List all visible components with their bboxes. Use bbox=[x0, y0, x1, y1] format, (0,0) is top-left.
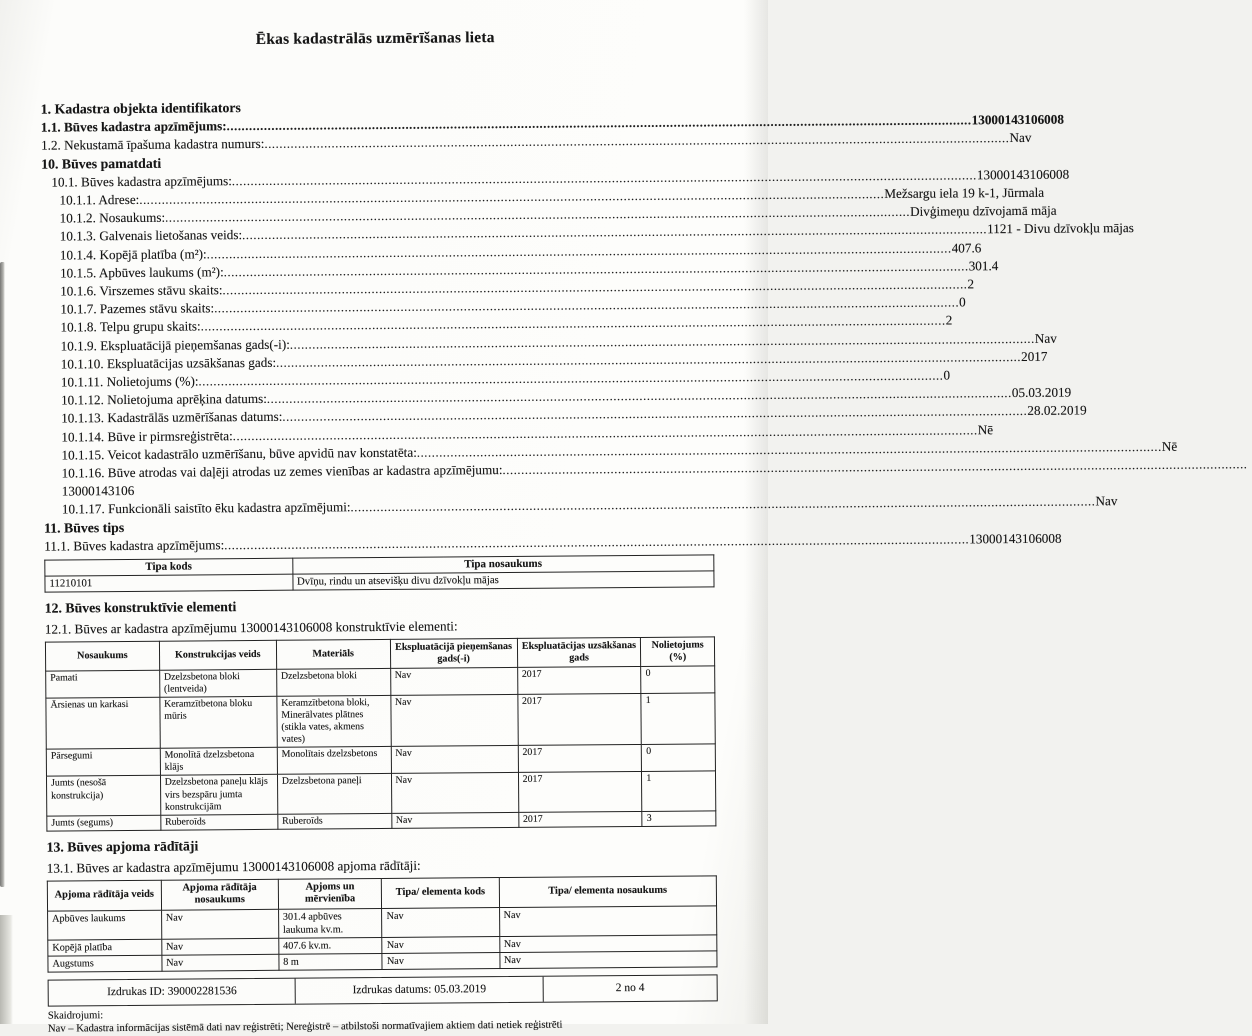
table-cell: 2017 bbox=[517, 693, 641, 745]
table-cell: Nav bbox=[499, 935, 717, 953]
column-header: Apjoma rādītāja veids bbox=[47, 880, 161, 911]
table-cell: Nav bbox=[391, 746, 518, 774]
field-label: 10.1.3. Galvenais lietošanas veids: bbox=[59, 227, 243, 244]
explanations-heading: Skaidrojumi: bbox=[47, 1010, 104, 1022]
column-header: Tipa/ elementa kods bbox=[382, 877, 499, 908]
column-header: Konstrukcijas veids bbox=[159, 640, 276, 670]
table-cell: 0 bbox=[641, 666, 715, 694]
field-label: 1. Kadastra objekta identifikators bbox=[40, 100, 241, 117]
field-value: Divģimeņu dzīvojamā māja bbox=[910, 202, 1057, 220]
field-label: 10.1.6. Virszemes stāvu skaits: bbox=[60, 282, 223, 299]
table-cell: 2017 bbox=[517, 666, 641, 694]
field-label: 11.1. Būves kadastra apzīmējums: bbox=[44, 537, 225, 554]
column-header: Tipa/ elementa nosaukums bbox=[499, 876, 717, 908]
table-cell: Ārsienas un karkasi bbox=[46, 697, 160, 749]
column-header: Ekspluatācijas uzsākšanas gads bbox=[517, 638, 641, 668]
table-cell: Dzelzsbetona paneļi bbox=[277, 774, 391, 814]
section-13-subheading: 13.1. Būves ar kadastra apzīmējumu 13000143106008 apjoma rādītāji: bbox=[46, 857, 421, 876]
field-value: 0 bbox=[959, 294, 966, 310]
field-label: 10.1.7. Pazemes stāvu skaits: bbox=[60, 300, 215, 317]
field-label: 10. Būves pamatdati bbox=[41, 155, 162, 172]
table-cell: Nav bbox=[382, 937, 499, 954]
table-cell: Nav bbox=[161, 938, 278, 955]
column-header: Materiāls bbox=[276, 639, 390, 668]
print-info-bar bbox=[48, 974, 718, 1006]
table-row bbox=[46, 771, 715, 816]
print-date: Izdrukas datums: 05.03.2019 bbox=[296, 977, 544, 1004]
table-cell: Ruberoīds bbox=[161, 814, 278, 830]
table-cell: Monolītais dzelzsbetons bbox=[277, 747, 391, 775]
field-value: 301.4 bbox=[968, 257, 999, 274]
field-label: 10.1.13. Kadastrālās uzmērīšanas datums: bbox=[61, 409, 283, 426]
column-header: Nolietojums (%) bbox=[641, 637, 715, 666]
field-label: 10.1.1. Adrese: bbox=[59, 191, 140, 208]
table-cell: Kopējā platība bbox=[48, 939, 162, 956]
field-label: 10.1.10. Ekspluatācijas uzsākšanas gads: bbox=[60, 354, 277, 372]
table-cell: Nav bbox=[162, 954, 279, 971]
table-cell: 11210101 bbox=[45, 574, 293, 592]
field-label: 10.1.2. Nosaukums: bbox=[59, 209, 166, 226]
table-cell: Nav bbox=[499, 906, 717, 937]
table-cell: 1 bbox=[641, 693, 715, 745]
table-cell: 2017 bbox=[518, 811, 642, 827]
building-type-table bbox=[44, 554, 714, 592]
table-cell: 0 bbox=[642, 744, 716, 772]
field-label: 10.1.9. Ekspluatācijā pieņemšanas gads(-i): bbox=[60, 336, 290, 354]
table-cell: Nav bbox=[382, 953, 499, 970]
field-label: 10.1.4. Kopējā platība (m²): bbox=[59, 245, 207, 263]
table-cell: Dvīņu, rindu un atsevišķu divu dzīvokļu mājas bbox=[292, 571, 714, 590]
column-header: Tipa kods bbox=[45, 558, 293, 576]
table-cell: Keramzītbetona bloki, Minerālvates plātnes (stikla vates, akmens vates) bbox=[277, 695, 391, 747]
table-cell: Jumts (nesošā konstrukcija) bbox=[46, 776, 160, 816]
table-cell: 407.6 kv.m. bbox=[279, 937, 383, 954]
table-cell: Pamati bbox=[46, 670, 160, 698]
table-cell: Nav bbox=[499, 951, 717, 969]
table-cell: 1 bbox=[642, 771, 716, 811]
field-value: 28.02.2019 bbox=[1027, 402, 1087, 419]
field-value: Nē bbox=[1161, 438, 1178, 454]
table-cell: Jumts (segums) bbox=[47, 815, 161, 831]
field-value: 2 bbox=[967, 276, 975, 292]
field-value: Nav bbox=[1095, 493, 1118, 509]
table-cell: Nav bbox=[382, 908, 499, 938]
section-12-subheading: 12.1. Būves ar kadastra apzīmējumu 13000143106008 konstruktīvie elementi: bbox=[44, 618, 458, 637]
table-cell: Pārsegumi bbox=[46, 748, 160, 776]
field-label: 10.1.15. Veicot kadastrālo uzmērīšanu, būve apvidū nav konstatēta: bbox=[61, 444, 417, 463]
field-value: 13000143106 bbox=[61, 483, 135, 499]
field-label: 10.1. Būves kadastra apzīmējums: bbox=[51, 172, 232, 190]
field-label: 10.1.14. Būve ir pirmsreģistrēta: bbox=[61, 427, 233, 445]
field-value: 2017 bbox=[1021, 348, 1048, 364]
table-cell: Ruberoīds bbox=[278, 813, 392, 829]
table-cell: Nav bbox=[390, 694, 518, 746]
table-cell: Augstums bbox=[48, 955, 162, 972]
table-cell: Nav bbox=[390, 667, 517, 695]
field-label: 1.1. Būves kadastra apzīmējums: bbox=[40, 118, 227, 135]
explanations-text: Nav – Kadastra informācijas sistēmā dati nav reģistrēti; Nereģistrē – atbilstoši normatīvajiem aktiem dati netiek reģistrēti bbox=[47, 1019, 563, 1035]
field-value: 13000143106008 bbox=[976, 166, 1070, 183]
table-row bbox=[46, 693, 715, 750]
table-cell: 3 bbox=[642, 811, 716, 827]
field-value: 05.03.2019 bbox=[1011, 384, 1072, 401]
section-12-heading: 12. Būves konstruktīvie elementi bbox=[44, 599, 237, 616]
table-cell: 2017 bbox=[518, 745, 642, 773]
column-header: Apjoms un mērvienība bbox=[278, 878, 382, 909]
field-label: 10.1.8. Telpu grupu skaits: bbox=[60, 318, 201, 335]
field-value: 0 bbox=[943, 367, 951, 383]
field-label: 11. Būves tips bbox=[43, 519, 125, 536]
document-content bbox=[40, 7, 1178, 1035]
scan-artifact-left-edge bbox=[0, 262, 5, 887]
volume-indicators-table bbox=[47, 875, 718, 972]
table-cell: 8 m bbox=[279, 953, 383, 970]
table-cell: 2017 bbox=[518, 772, 642, 812]
table-cell: 301.4 apbūves laukuma kv.m. bbox=[278, 908, 382, 938]
column-header: Tipa nosaukums bbox=[292, 555, 714, 574]
field-label: 10.1.17. Funkcionāli saistīto ēku kadastra apzīmējumi: bbox=[61, 499, 351, 517]
field-label: 10.1.5. Apbūves laukums (m²): bbox=[59, 264, 224, 281]
column-header: Apjoma rādītāja nosaukums bbox=[161, 879, 278, 910]
table-cell: Dzelzsbetona bloki bbox=[276, 668, 390, 696]
print-id: Izdrukas ID: 390002281536 bbox=[49, 979, 297, 1006]
field-label: 10.1.16. Būve atrodas vai daļēji atrodas uz zemes vienības ar kadastra apzīmējumu: bbox=[61, 462, 503, 481]
column-header: Ekspluatācijā pieņemšanas gads(-i) bbox=[390, 638, 517, 668]
table-cell: Nav bbox=[161, 909, 278, 939]
field-value: Mežsargu iela 19 k-1, Jūrmala bbox=[884, 184, 1045, 202]
table-cell: Apbūves laukums bbox=[48, 910, 162, 940]
field-label: 10.1.12. Nolietojuma aprēķina datums: bbox=[60, 391, 267, 408]
field-value: 1121 - Divu dzīvokļu mājas bbox=[987, 220, 1134, 237]
field-line-11-1 bbox=[44, 530, 1062, 555]
table-cell: Nav bbox=[391, 812, 518, 828]
field-label: 1.2. Nekustamā īpašuma kadastra numurs: bbox=[40, 136, 265, 154]
constructive-elements-table bbox=[45, 636, 716, 831]
section-13-heading: 13. Būves apjoma rādītāji bbox=[46, 838, 199, 855]
field-value: 13000143106008 bbox=[969, 530, 1062, 547]
field-value: Nav bbox=[1009, 130, 1032, 146]
document-title: Ēkas kadastrālās uzmērīšanas lieta bbox=[255, 29, 495, 48]
page-number: 2 no 4 bbox=[615, 982, 645, 995]
table-cell: Dzelzsbetona bloki (lentveida) bbox=[159, 669, 276, 697]
table-cell: Nav bbox=[391, 773, 518, 813]
field-value: Nav bbox=[1034, 330, 1057, 346]
table-cell: Dzelzsbetona paneļu klājs virs bezspāru jumta konstrukcijām bbox=[160, 775, 277, 815]
column-header: Nosaukums bbox=[45, 641, 159, 670]
field-value: Nē bbox=[977, 421, 994, 437]
field-value: 407.6 bbox=[951, 239, 982, 256]
field-value: 2 bbox=[945, 312, 953, 328]
field-label: 10.1.11. Nolietojums (%): bbox=[60, 373, 199, 390]
table-cell: Monolītā dzelzsbetona klājs bbox=[160, 748, 277, 776]
table-cell: Keramzītbetona bloku mūris bbox=[160, 696, 277, 748]
explanations-block bbox=[48, 1004, 718, 1035]
field-value: 13000143106008 bbox=[971, 111, 1064, 128]
scan-artifact-left-bottom bbox=[0, 915, 13, 1024]
